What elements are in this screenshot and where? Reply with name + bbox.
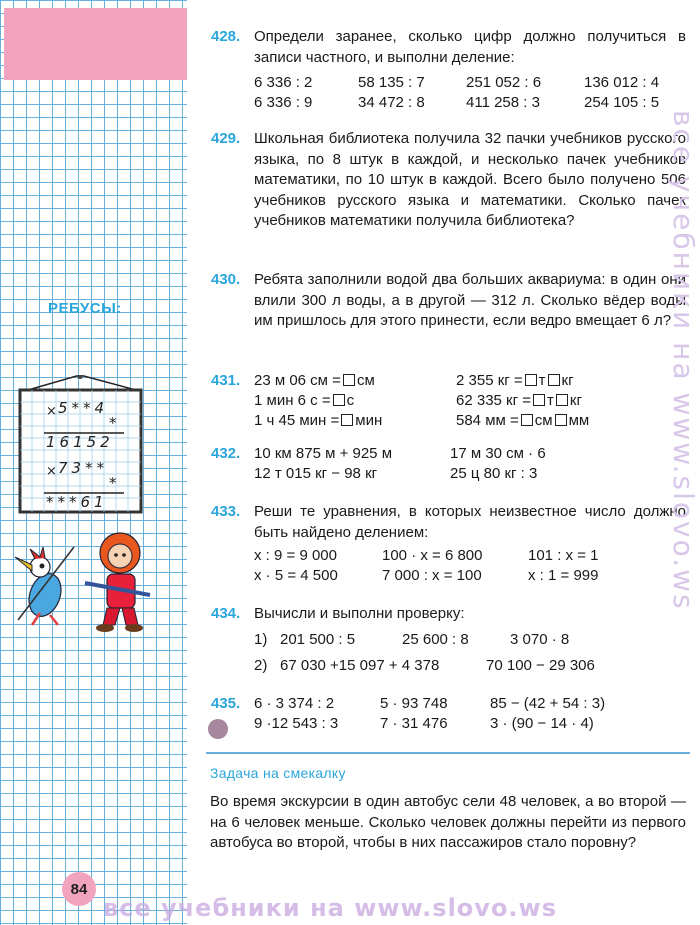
item-label: 1) xyxy=(254,631,268,648)
rebus1-op: × xyxy=(46,404,57,419)
expression: 17 м 30 см · 6 xyxy=(450,445,546,462)
expression: 10 км 875 м + 925 м xyxy=(254,445,393,462)
section-divider xyxy=(206,752,690,754)
expression: 254 105 : 5 xyxy=(584,94,660,111)
unit: мм xyxy=(568,412,590,429)
answer-box[interactable] xyxy=(333,394,345,406)
exercise-428 xyxy=(196,27,690,122)
rebus2-line2: * xyxy=(109,474,117,492)
conversion-right: 62 335 кг = xyxy=(456,392,532,409)
equation: x : 9 = 9 000 xyxy=(254,547,337,564)
unit: т xyxy=(547,392,554,409)
conversion-right: 2 355 кг = xyxy=(456,372,523,389)
exercise-text: Ребята заполнили водой два больших аквариума: в один они влили 300 л воды, а в другой — 312 л. Сколько вёдер воды им пришлось для этого принести, если ведро вмещает 6 л? xyxy=(254,271,686,329)
rebus1-line1: 5**4 xyxy=(58,399,109,417)
expression: 6 336 : 2 xyxy=(254,74,313,91)
expression: 25 600 : 8 xyxy=(402,631,469,648)
exercise-434 xyxy=(196,604,690,678)
conversion-left: 1 ч 45 мин = xyxy=(254,412,340,429)
equation: 101 : x = 1 xyxy=(528,547,599,564)
rebus2-op: × xyxy=(46,464,57,479)
exercise-number: 429. xyxy=(211,130,241,147)
exercise-429 xyxy=(196,129,690,253)
answer-box[interactable] xyxy=(341,414,353,426)
exercise-number: 433. xyxy=(211,503,241,520)
rebus2-line1: 73** xyxy=(58,459,109,477)
side-watermark: все учебники на www.slovo.ws xyxy=(667,110,700,611)
unit: см xyxy=(356,372,375,389)
answer-box[interactable] xyxy=(548,374,560,386)
task-title: Задача на смекалку xyxy=(210,765,346,781)
answer-box[interactable] xyxy=(525,374,537,386)
exercise-433 xyxy=(196,502,690,586)
conversion-left: 1 мин 6 с = xyxy=(254,392,331,409)
answer-box[interactable] xyxy=(343,374,355,386)
exercise-432 xyxy=(196,444,690,486)
conversion-right: 584 мм = xyxy=(456,412,519,429)
bird-icon xyxy=(15,547,74,625)
pink-header-block xyxy=(4,8,187,80)
unit: кг xyxy=(569,392,582,409)
main-content xyxy=(196,0,690,925)
expression: 67 030 +15 097 + 4 378 xyxy=(280,657,440,674)
exercise-text: Школьная библиотека получила 32 пачки учебников русского языка, по 8 штук в каждой, и несколько пачек учебников математики, по 10 штук в каждой. Всего было получено 506 учебников русского языка и математики. Сколько пачек учебников математики получила библиотека? xyxy=(254,130,686,229)
exercise-435 xyxy=(196,694,690,736)
exercise-number: 434. xyxy=(211,605,241,622)
rebus1-line2: * xyxy=(109,414,117,432)
expression: 7 · 31 476 xyxy=(380,715,448,732)
hanging-string-left xyxy=(28,375,80,390)
page-number: 84 xyxy=(62,872,96,906)
answer-box[interactable] xyxy=(521,414,533,426)
rebus-title: РЕБУСЫ: xyxy=(48,300,122,317)
equation: 7 000 : x = 100 xyxy=(382,567,482,584)
rebus-board xyxy=(18,375,143,515)
exercise-number: 435. xyxy=(211,695,241,712)
expression: 201 500 : 5 xyxy=(280,631,356,648)
expression: 3 070 · 8 xyxy=(510,631,570,648)
exercise-430 xyxy=(196,270,690,354)
cartoon-characters xyxy=(10,525,160,635)
unit: с xyxy=(346,392,355,409)
expression: 411 258 : 3 xyxy=(466,94,540,111)
bottom-watermark: все учебники на www.slovo.ws xyxy=(103,894,557,922)
equation: x · 5 = 4 500 xyxy=(254,567,338,584)
expression: 5 · 93 748 xyxy=(380,695,448,712)
expression: 85 − (42 + 54 : 3) xyxy=(490,695,606,712)
unit: см xyxy=(534,412,553,429)
exercise-text: Определи заранее, сколько цифр должно получиться в записи частного, и выполни деление: xyxy=(254,28,686,66)
expression: 6 · 3 374 : 2 xyxy=(254,695,335,712)
exercise-number: 431. xyxy=(211,372,241,389)
expression: 34 472 : 8 xyxy=(358,94,425,111)
nail-icon xyxy=(77,375,83,379)
answer-box[interactable] xyxy=(556,394,568,406)
expression: 70 100 − 29 306 xyxy=(486,657,595,674)
rebus1-result: 16152 xyxy=(46,433,114,451)
equation: 100 · x = 6 800 xyxy=(382,547,483,564)
expression: 3 · (90 − 14 · 4) xyxy=(490,715,594,732)
expression: 9 ·12 543 : 3 xyxy=(254,715,339,732)
answer-box[interactable] xyxy=(533,394,545,406)
exercise-text: Вычисли и выполни проверку: xyxy=(254,605,465,622)
equation: x : 1 = 999 xyxy=(528,567,599,584)
expression: 25 ц 80 кг : 3 xyxy=(450,465,538,482)
task-text: Во время экскурсии в один автобус сели 48 человек, а во второй — на 6 человек меньше. Сколько человек должны перейти из первого автобуса во второй, чтобы в них пассажиров стало поровну? xyxy=(210,793,686,851)
difficulty-marker-icon xyxy=(208,719,228,739)
expression: 251 052 : 6 xyxy=(466,74,542,91)
unit: кг xyxy=(561,372,574,389)
logic-task xyxy=(196,792,690,874)
answer-box[interactable] xyxy=(555,414,567,426)
exercise-431 xyxy=(196,371,690,433)
expression: 12 т 015 кг − 98 кг xyxy=(254,465,378,482)
expression: 6 336 : 9 xyxy=(254,94,313,111)
unit: т xyxy=(538,372,546,389)
expression: 136 012 : 4 xyxy=(584,74,660,91)
girl-icon xyxy=(85,533,150,632)
conversion-left: 23 м 06 см = xyxy=(254,372,341,389)
expression: 58 135 : 7 xyxy=(358,74,425,91)
exercise-number: 430. xyxy=(211,271,241,288)
unit: мин xyxy=(355,412,383,429)
hanging-string-right xyxy=(80,375,136,390)
exercise-text: Реши те уравнения, в которых неизвестное число должно быть найдено делением: xyxy=(254,503,686,541)
exercise-number: 432. xyxy=(211,445,241,462)
rebus2-result: ***61 xyxy=(46,493,108,511)
item-label: 2) xyxy=(254,657,268,674)
exercise-number: 428. xyxy=(211,28,241,45)
